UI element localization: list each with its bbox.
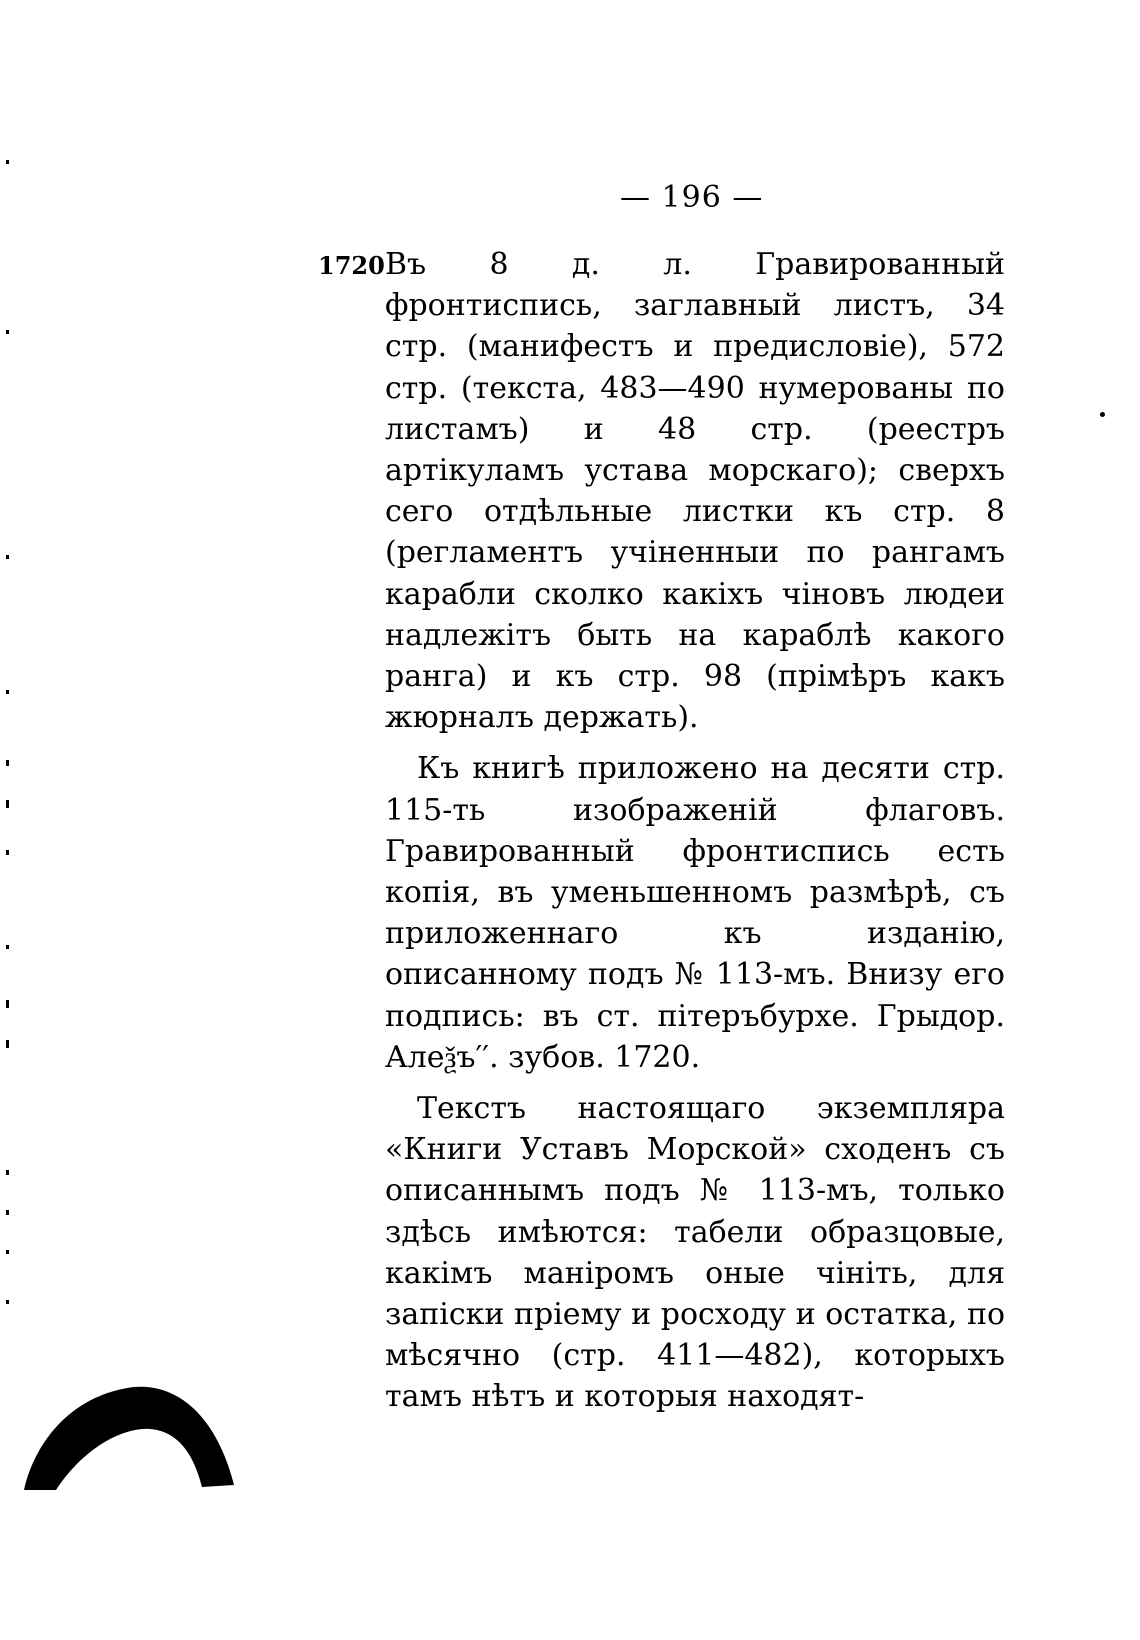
edge-mark <box>6 1210 9 1215</box>
edge-mark <box>6 800 9 808</box>
edge-mark <box>6 945 9 949</box>
margin-year: 1720 <box>318 251 385 280</box>
edge-mark <box>6 690 9 694</box>
edge-mark <box>6 1170 9 1175</box>
edge-mark <box>6 1000 9 1008</box>
ink-blot <box>24 1385 234 1490</box>
page-number: — 196 — <box>620 180 764 215</box>
edge-mark <box>6 850 9 855</box>
ink-speck <box>1100 412 1105 417</box>
edge-mark <box>6 760 9 766</box>
edge-mark <box>6 1250 9 1254</box>
paragraph-1: Въ 8 д. л. Гравированный фронтиспись, заглавный листъ, 34 стр. (манифестъ и предисловіе), 572 стр. (текста, 483—490 нумерованы по листамъ) и 48 стр. (реестръ артікуламъ устава морскаго); сверхъ сего отдѣльные листки къ стр. 8 (регламентъ учіненныи по рангамъ карабли сколко какіхъ чіновъ людеи надлежітъ быть на караблѣ какого ранга) и къ стр. 98 (прімѣръ какъ жюрналъ держать). <box>385 247 1005 736</box>
paragraph-2: Къ книгѣ приложено на десяти стр. 115-ть изображеній флаговъ. Гравированный фронтиспись есть копія, въ уменьшенномъ размѣрѣ, съ приложеннаго къ изданію, описанному подъ № 113-мъ. Внизу его подпись: въ ст. пітеръбурхе. Грыдор. Алеѯъ′′. зубов. 1720. <box>385 751 1005 1075</box>
paragraph-3: Текстъ настоящаго экземпляра «Книги Уставъ Морской» сходенъ съ описаннымъ подъ № 113-мъ, только здѣсь имѣются: табели образцовые, какімъ маніромъ оные чініть, для запіски пріему и росходу и остатка, по мѣсячно (стр. 411—482), которыхъ тамъ нѣтъ и которыя находят- <box>385 1091 1005 1415</box>
body-text <box>385 244 1005 1418</box>
edge-mark <box>6 1300 9 1304</box>
edge-mark <box>6 1040 9 1048</box>
edge-mark <box>6 160 9 164</box>
edge-mark <box>6 330 9 334</box>
edge-mark <box>6 555 9 559</box>
